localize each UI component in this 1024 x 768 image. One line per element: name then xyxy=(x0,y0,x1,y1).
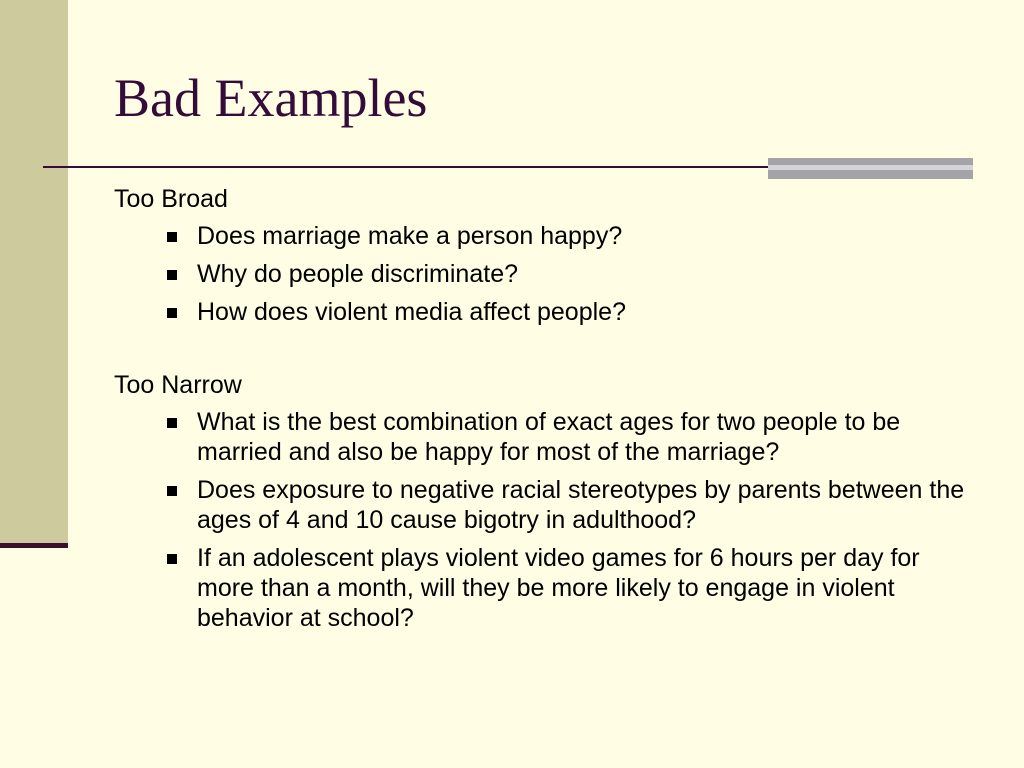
list-item xyxy=(114,297,974,327)
slide-body xyxy=(114,182,974,633)
square-bullet-icon xyxy=(167,486,177,496)
square-bullet-icon xyxy=(167,554,177,564)
too-narrow-list xyxy=(114,407,974,633)
list-item xyxy=(114,259,974,289)
list-item xyxy=(114,543,974,633)
list-item-text: Why do people discriminate? xyxy=(197,260,518,288)
too-broad-list xyxy=(114,221,974,327)
list-item-text: What is the best combination of exact ages for two people to be married and also be happy for most of the marriage? xyxy=(197,408,901,466)
square-bullet-icon xyxy=(167,308,177,318)
list-item xyxy=(114,407,974,467)
list-item-text: If an adolescent plays violent video games for 6 hours per day for more than a month, will they be more likely to engage in violent behavior at school? xyxy=(197,544,920,632)
list-item-text: Does marriage make a person happy? xyxy=(197,222,623,250)
section-heading-too-broad: Too Broad xyxy=(114,185,228,213)
list-item-text: How does violent media affect people? xyxy=(197,298,626,326)
side-rule xyxy=(0,543,68,548)
section-heading-too-narrow: Too Narrow xyxy=(114,371,242,399)
square-bullet-icon xyxy=(167,232,177,242)
slide-title: Bad Examples xyxy=(114,68,428,128)
square-bullet-icon xyxy=(167,418,177,428)
list-item xyxy=(114,475,974,535)
square-bullet-icon xyxy=(167,270,177,280)
list-item xyxy=(114,221,974,251)
side-band xyxy=(0,0,68,546)
list-item-text: Does exposure to negative racial stereotypes by parents between the ages of 4 and 10 cause bigotry in adulthood? xyxy=(197,476,965,534)
accent-bar-highlight xyxy=(768,165,973,170)
